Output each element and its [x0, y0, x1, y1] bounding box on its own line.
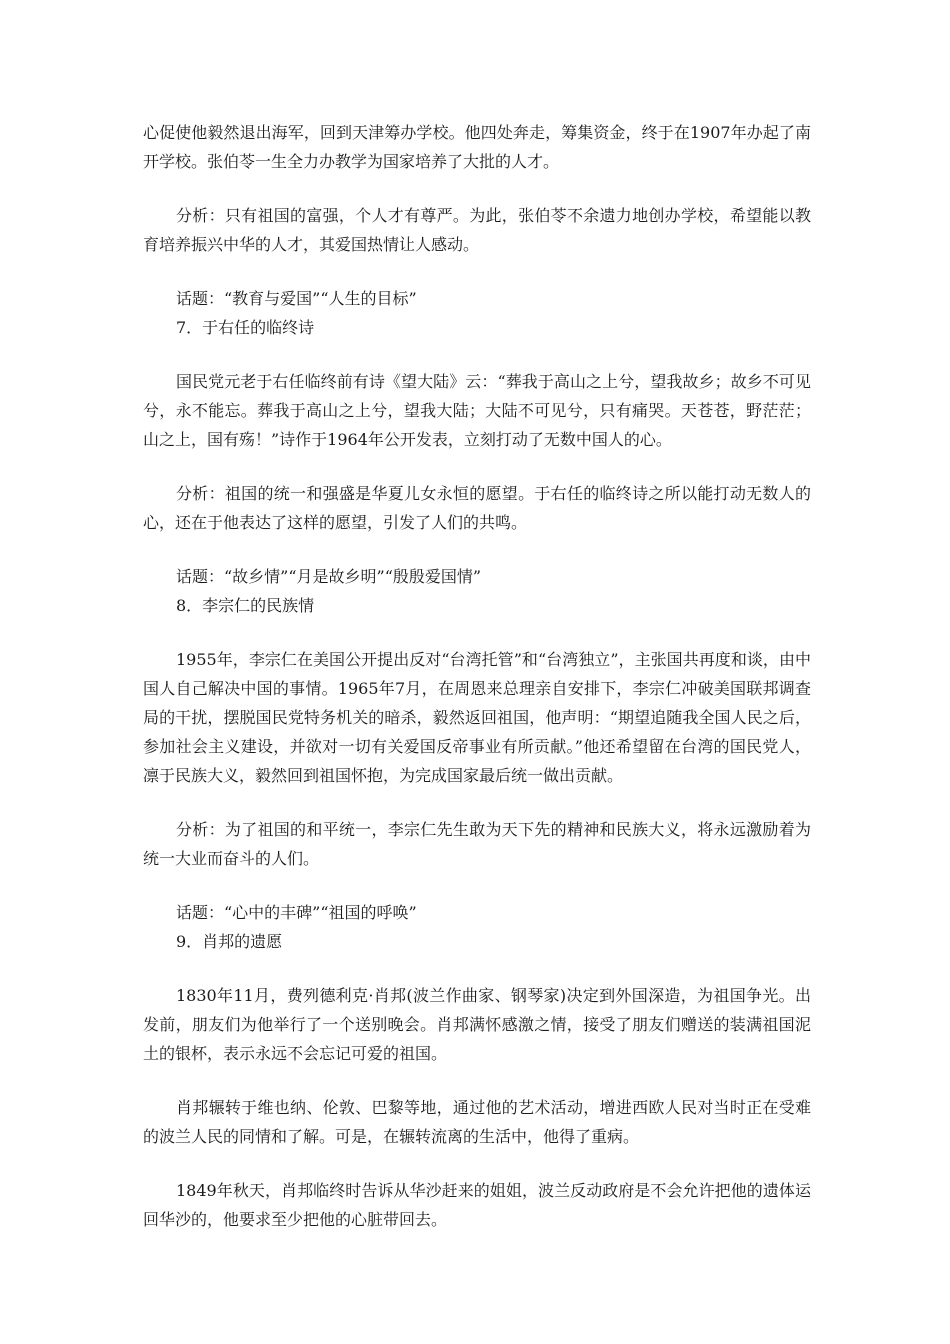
section-heading-7: 7．于右任的临终诗 — [176, 318, 315, 337]
paragraph-analysis-li-zongren: 分析：为了祖国的和平统一，李宗仁先生敢为天下先的精神和民族大义，将永远激励着为统一大业而奋斗的人们。 — [143, 820, 811, 868]
paragraph-analysis-yu-youren: 分析：祖国的统一和强盛是华夏儿女永恒的愿望。于右任的临终诗之所以能打动无数人的心，还在于他表达了这样的愿望，引发了人们的共鸣。 — [143, 484, 811, 532]
section-heading-8: 8．李宗仁的民族情 — [176, 596, 315, 615]
paragraph-chopin-last-wish: 1849年秋天，肖邦临终时告诉从华沙赶来的姐姐，波兰反动政府是不会允许把他的遗体运回华沙的，他要求至少把他的心脏带回去。 — [143, 1181, 811, 1229]
paragraph-topics-education: 话题：“教育与爱国”“人生的目标” — [176, 289, 417, 308]
paragraph-chopin-travels: 肖邦辗转于维也纳、伦敦、巴黎等地，通过他的艺术活动，增进西欧人民对当时正在受难的波兰人民的同情和了解。可是，在辗转流离的生活中，他得了重病。 — [143, 1098, 811, 1146]
paragraph-topics-monument: 话题：“心中的丰碑”“祖国的呼唤” — [176, 903, 417, 922]
paragraph-li-zongren: 1955年，李宗仁在美国公开提出反对“台湾托管”和“台湾独立”，主张国共再度和谈，由中国人自己解决中国的事情。1965年7月，在周恩来总理亲自安排下，李宗仁冲破美国联邦调查局的干扰，摆脱国民党特务机关的暗杀，毅然返回祖国，他声明：“期望追随我全国人民之后，参加社会主义建设，并欲对一切有关爱国反帝事业有所贡献。”他还希望留在台湾的国民党人，凛于民族大义，毅然回到祖国怀抱，为完成国家最后统一做出贡献。 — [143, 650, 811, 785]
paragraph-chopin-departure: 1830年11月，费列德利克·肖邦(波兰作曲家、钢琴家)决定到外国深造，为祖国争光。出发前，朋友们为他举行了一个送别晚会。肖邦满怀感激之情，接受了朋友们赠送的装满祖国泥土的银杯，表示永远不会忘记可爱的祖国。 — [143, 986, 811, 1063]
paragraph-yu-youren-poem: 国民党元老于右任临终前有诗《望大陆》云：“葬我于高山之上兮，望我故乡；故乡不可见兮，永不能忘。葬我于高山之上兮，望我大陆；大陆不可见兮，只有痛哭。天苍苍，野茫茫；山之上，国有殇！”诗作于1964年公开发表，立刻打动了无数中国人的心。 — [143, 372, 811, 449]
paragraph-topics-hometown: 话题：“故乡情”“月是故乡明”“殷殷爱国情” — [176, 567, 482, 586]
paragraph-zhang-boling-school: 心促使他毅然退出海军，回到天津筹办学校。他四处奔走，筹集资金，终于在1907年办起了南开学校。张伯苓一生全力办教学为国家培养了大批的人才。 — [143, 123, 811, 171]
section-heading-9: 9．肖邦的遗愿 — [176, 932, 283, 951]
paragraph-analysis-zhang-boling: 分析：只有祖国的富强，个人才有尊严。为此，张伯苓不余遗力地创办学校，希望能以教育培养振兴中华的人才，其爱国热情让人感动。 — [143, 206, 811, 254]
document-page — [143, 118, 811, 1234]
